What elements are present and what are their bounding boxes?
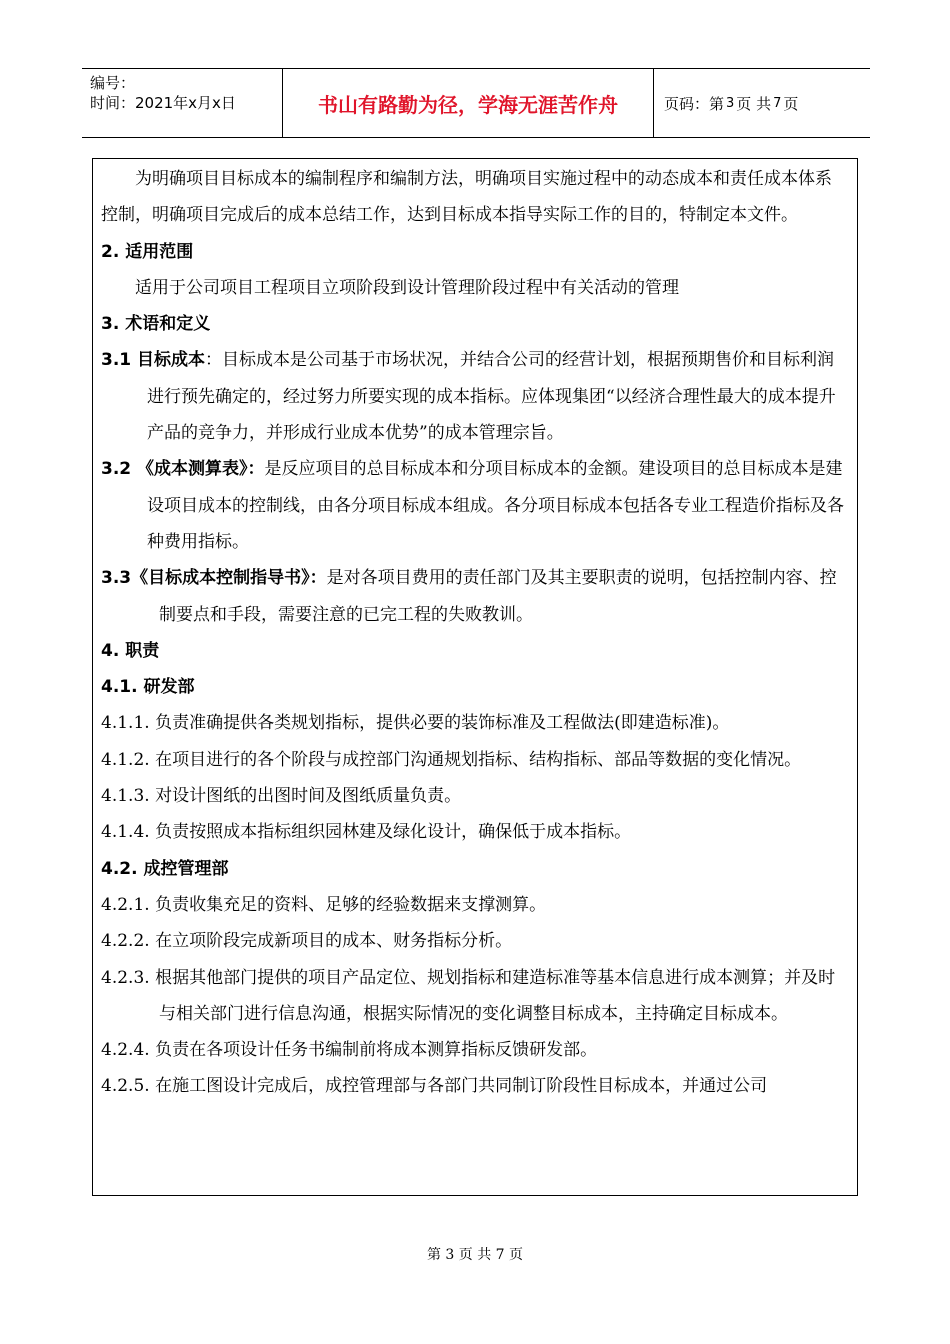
item-number: 4.2.3. bbox=[101, 967, 150, 988]
item-text: 在施工图设计完成后，成控管理部与各部门共同制订阶段性目标成本，并通过公司 bbox=[155, 1076, 768, 1097]
item-number: 4.2.2. bbox=[101, 931, 150, 952]
page-footer: 第 3 页 共 7 页 bbox=[426, 1247, 524, 1263]
item-text: 根据其他部门提供的项目产品定位、规划指标和建造标准等基本信息进行成本测算；并及时与相关部门进行信息沟通，根据实际情况的变化调整目标成本，主持确定目标成本。 bbox=[155, 967, 836, 1024]
item-text: 负责准确提供各类规划指标，提供必要的装饰标准及工程做法(即建造标准)。 bbox=[155, 713, 730, 734]
code-label: 编号： bbox=[90, 74, 136, 92]
section-4-title: 4. 职责 bbox=[101, 640, 160, 661]
item-text: 负责在各项设计任务书编制前将成本测算指标反馈研发部。 bbox=[155, 1040, 598, 1061]
section-4-2-title: 4.2. 成控管理部 bbox=[101, 858, 229, 879]
item-text: 负责按照成本指标组织园林建及绿化设计，确保低于成本指标。 bbox=[155, 822, 632, 843]
section-2-text: 适用于公司项目工程项目立项阶段到设计管理阶段过程中有关活动的管理 bbox=[135, 277, 679, 298]
item-number: 4.2.4. bbox=[101, 1040, 150, 1061]
page-header bbox=[82, 68, 870, 138]
page-suffix: 页 bbox=[783, 94, 799, 113]
item-text: 在立项阶段完成新项目的成本、财务指标分析。 bbox=[155, 931, 513, 952]
item-number: 4.2.5. bbox=[101, 1076, 150, 1097]
section-3-1-label: 3.1 目标成本 bbox=[101, 350, 206, 371]
item-number: 4.1.2. bbox=[101, 749, 150, 770]
section-3-2-label: 3.2 《成本测算表》： bbox=[101, 459, 265, 480]
intro-paragraph: 为明确项目目标成本的编制程序和编制方法，明确项目实施过程中的动态成本和责任成本体系控制，明确项目完成后的成本总结工作，达到目标成本指导实际工作的目的，特制定本文件。 bbox=[101, 169, 832, 226]
item-text: 负责收集充足的资料、足够的经验数据来支撑测算。 bbox=[155, 894, 547, 915]
section-3-title: 3. 术语和定义 bbox=[101, 314, 211, 335]
page-current: 3 bbox=[726, 95, 735, 111]
header-page-number bbox=[654, 69, 870, 137]
item-number: 4.1.3. bbox=[101, 786, 150, 807]
date-label: 时间：2021年x月x日 bbox=[90, 94, 236, 112]
list-item bbox=[101, 1032, 847, 1068]
item-number: 4.1.4. bbox=[101, 822, 150, 843]
section-4-1-title: 4.1. 研发部 bbox=[101, 677, 195, 698]
item-text: 对设计图纸的出图时间及图纸质量负责。 bbox=[155, 786, 462, 807]
section-3-3 bbox=[101, 560, 847, 633]
item-number: 4.2.1. bbox=[101, 894, 150, 915]
list-item bbox=[101, 742, 847, 778]
section-3-3-label: 3.3《目标成本控制指导书》： bbox=[101, 568, 327, 589]
section-3-2 bbox=[101, 451, 847, 560]
page-total: 7 bbox=[773, 95, 782, 111]
list-item bbox=[101, 705, 847, 741]
list-item bbox=[101, 923, 847, 959]
content-box bbox=[92, 158, 858, 1196]
header-meta bbox=[82, 69, 282, 137]
page-prefix: 页码：第 bbox=[664, 94, 725, 113]
document-body bbox=[93, 159, 857, 1105]
list-item bbox=[101, 814, 847, 850]
header-motto: 书山有路勤为径，学海无涯苦作舟 bbox=[282, 69, 654, 137]
item-text: 在项目进行的各个阶段与成控部门沟通规划指标、结构指标、部品等数据的变化情况。 bbox=[155, 749, 802, 770]
section-3-2-text: 是反应项目的总目标成本和分项目标成本的金额。建设项目的总目标成本是建设项目成本的控制线，由各分项目标成本组成。各分项目标成本包括各专业工程造价指标及各种费用指标。 bbox=[147, 459, 844, 552]
list-item bbox=[101, 778, 847, 814]
section-3-1 bbox=[101, 342, 847, 451]
section-3-3-text: 是对各项目费用的责任部门及其主要职责的说明，包括控制内容、控制要点和手段，需要注意的已完工程的失败教训。 bbox=[159, 568, 837, 625]
list-item bbox=[101, 887, 847, 923]
section-2-title: 2. 适用范围 bbox=[101, 241, 194, 262]
list-item bbox=[101, 960, 847, 1033]
item-number: 4.1.1. bbox=[101, 713, 150, 734]
section-3-1-text: ：目标成本是公司基于市场状况，并结合公司的经营计划，根据预期售价和目标利润进行预先确定的，经过努力所要实现的成本指标。应体现集团“以经济合理性最大的成本提升产品的竞争力，并形成行业成本优势”的成本管理宗旨。 bbox=[147, 350, 836, 444]
page-mid: 页 共 bbox=[736, 94, 772, 113]
list-item bbox=[101, 1068, 847, 1104]
